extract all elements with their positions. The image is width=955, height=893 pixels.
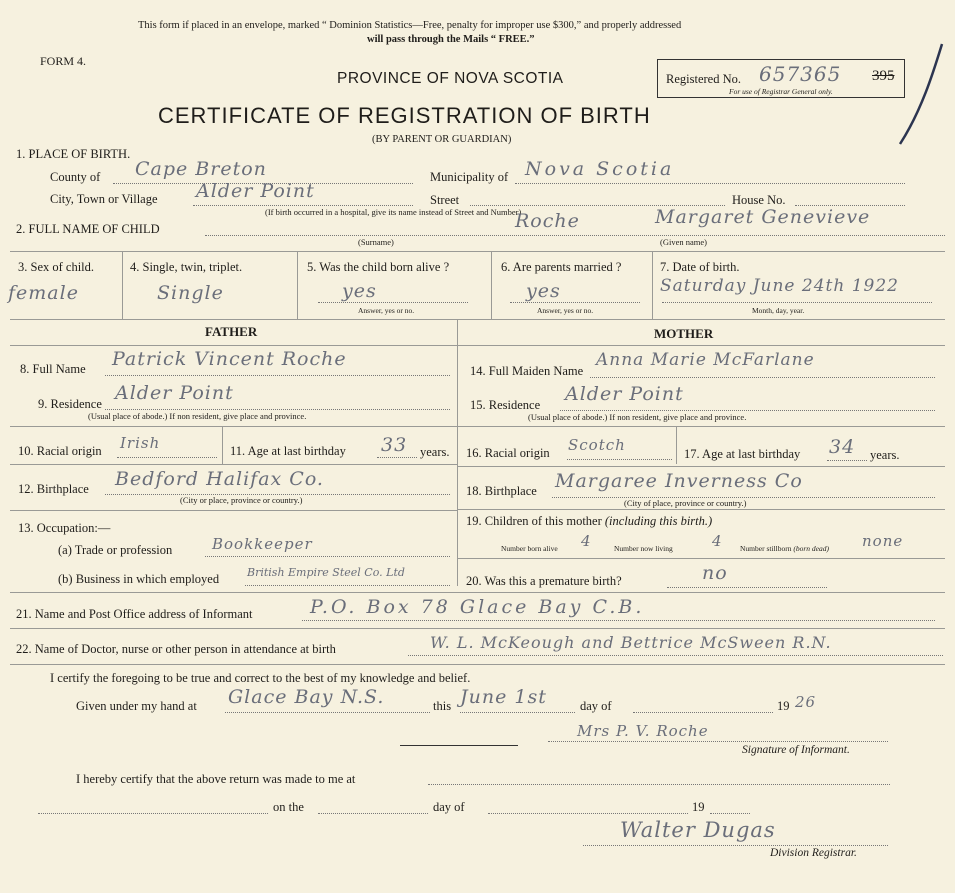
born-alive-value: yes bbox=[342, 280, 377, 302]
father-years-label: years. bbox=[420, 445, 450, 459]
row3-divider-1 bbox=[122, 251, 123, 319]
year-prefix: 19 bbox=[777, 699, 790, 713]
sex-label: 3. Sex of child. bbox=[18, 260, 95, 274]
province-heading: PROVINCE OF NOVA SCOTIA bbox=[337, 70, 564, 87]
stillborn-label-text: Number stillborn bbox=[740, 544, 794, 553]
father-heading: FATHER bbox=[205, 324, 258, 339]
registrar-place-line bbox=[428, 784, 890, 785]
column-divider bbox=[457, 319, 458, 586]
premature-value: no bbox=[702, 562, 728, 584]
father-birthplace-caption: (City or place, province or country.) bbox=[180, 495, 303, 505]
mother-residence-caption: (Usual place of abode.) If non resident, give place and province. bbox=[528, 412, 747, 422]
doctor-line bbox=[408, 655, 943, 656]
county-value: Cape Breton bbox=[135, 158, 267, 180]
given-place-line bbox=[225, 712, 430, 713]
mother-age-line bbox=[827, 460, 867, 461]
children-label-text: 19. Children of this mother bbox=[466, 514, 605, 528]
now-living-label: Number now living bbox=[614, 544, 673, 553]
born-alive-caption: Answer, yes or no. bbox=[358, 306, 415, 315]
born-alive-count-label: Number born alive bbox=[501, 544, 558, 553]
father-racial-line bbox=[117, 457, 217, 458]
single-value: Single bbox=[157, 282, 224, 304]
day-of-label: day of bbox=[580, 699, 612, 713]
mother-heading: MOTHER bbox=[654, 326, 714, 341]
informant-signature-caption: Signature of Informant. bbox=[742, 744, 850, 756]
section-rule-21 bbox=[10, 592, 945, 593]
city-line bbox=[193, 205, 413, 206]
informant-value: P.O. Box 78 Glace Bay C.B. bbox=[310, 596, 645, 618]
row3-bottom-rule bbox=[10, 319, 945, 320]
stillborn-note: (born dead) bbox=[793, 544, 829, 553]
now-living-value: 4 bbox=[712, 532, 723, 550]
mother-age-divider bbox=[676, 426, 677, 464]
mother-birthplace-label: 18. Birthplace bbox=[466, 484, 537, 498]
mail-notice-2: will pass through the Mails “ FREE.” bbox=[367, 34, 535, 45]
informant-signature: Mrs P. V. Roche bbox=[577, 722, 709, 740]
father-age-divider bbox=[222, 426, 223, 464]
this-label: this bbox=[433, 699, 452, 713]
father-birthplace-value: Bedford Halifax Co. bbox=[115, 468, 324, 490]
registrar-year-prefix: 19 bbox=[692, 800, 705, 814]
mother-name-label: 14. Full Maiden Name bbox=[470, 364, 584, 378]
pen-stroke-mark bbox=[890, 40, 950, 150]
mother-residence-line bbox=[560, 410, 935, 411]
father-heading-rule bbox=[10, 345, 457, 346]
parents-married-caption: Answer, yes or no. bbox=[537, 306, 594, 315]
mother-name-line bbox=[590, 377, 935, 378]
certificate-title: CERTIFICATE OF REGISTRATION OF BIRTH bbox=[158, 103, 651, 128]
given-under-label: Given under my hand at bbox=[76, 699, 197, 713]
father-residence-line bbox=[105, 409, 450, 410]
row3-divider-2 bbox=[297, 251, 298, 319]
given-place-value: Glace Bay N.S. bbox=[228, 686, 385, 708]
parents-married-value: yes bbox=[526, 280, 561, 302]
born-alive-line bbox=[318, 302, 468, 303]
father-rule-2 bbox=[10, 464, 457, 465]
father-age-label: 11. Age at last birthday bbox=[230, 444, 346, 458]
row3-divider-3 bbox=[491, 251, 492, 319]
child-given-value: Margaret Genevieve bbox=[655, 206, 871, 228]
mother-heading-rule bbox=[457, 345, 945, 346]
father-age-line bbox=[377, 457, 417, 458]
children-label-note: (including this birth.) bbox=[604, 514, 713, 528]
dob-line bbox=[662, 302, 932, 303]
certify-statement: I certify the foregoing to be true and correct to the best of my knowledge and belief. bbox=[50, 671, 471, 685]
doctor-value: W. L. McKeough and Bettrice McSween R.N. bbox=[430, 633, 832, 652]
business-line bbox=[245, 585, 450, 586]
registered-struck-number: 395 bbox=[872, 68, 895, 84]
born-alive-label: 5. Was the child born alive ? bbox=[307, 260, 450, 274]
father-name-label: 8. Full Name bbox=[20, 362, 86, 376]
mother-residence-label: 15. Residence bbox=[470, 398, 541, 412]
informant-signature-line bbox=[548, 741, 888, 742]
trade-label: (a) Trade or profession bbox=[58, 543, 173, 557]
dob-label: 7. Date of birth. bbox=[660, 260, 740, 274]
single-label: 4. Single, twin, triplet. bbox=[130, 260, 243, 274]
father-residence-value: Alder Point bbox=[115, 382, 234, 404]
mother-rule-3 bbox=[457, 509, 945, 510]
mother-age-label: 17. Age at last birthday bbox=[684, 447, 801, 461]
registrar-on-the-line bbox=[318, 813, 428, 814]
father-name-line bbox=[105, 375, 450, 376]
dob-value: Saturday June 24th 1922 bbox=[660, 276, 899, 296]
mail-notice: This form if placed in an envelope, marked “ Dominion Statistics—Free, penalty for improper use $300,” and properly addressed bbox=[138, 20, 682, 31]
mother-racial-label: 16. Racial origin bbox=[466, 446, 550, 460]
occupation-label: 13. Occupation:— bbox=[18, 521, 111, 535]
surname-caption: (Surname) bbox=[358, 237, 394, 247]
informant-line bbox=[302, 620, 935, 621]
registrar-statement: I hereby certify that the above return was made to me at bbox=[76, 772, 356, 786]
registrar-signature-line bbox=[583, 845, 888, 846]
premature-line bbox=[667, 587, 827, 588]
business-label: (b) Business in which employed bbox=[58, 572, 220, 586]
mother-rule-2 bbox=[457, 466, 945, 467]
section-rule-cert bbox=[10, 664, 945, 665]
mother-name-value: Anna Marie McFarlane bbox=[596, 350, 815, 370]
father-racial-label: 10. Racial origin bbox=[18, 444, 102, 458]
informant-label: 21. Name and Post Office address of Informant bbox=[16, 607, 253, 621]
house-label: House No. bbox=[732, 193, 786, 207]
municipality-line bbox=[515, 183, 905, 184]
registrar-on-the: on the bbox=[273, 800, 304, 814]
father-name-value: Patrick Vincent Roche bbox=[112, 348, 347, 370]
registrar-place-line-2 bbox=[38, 813, 268, 814]
registrar-note: For use of Registrar General only. bbox=[729, 87, 833, 96]
registered-number: 657365 bbox=[759, 62, 842, 86]
place-of-birth-heading: 1. PLACE OF BIRTH. bbox=[16, 147, 131, 161]
given-caption: (Given name) bbox=[660, 237, 707, 247]
mother-years-label: years. bbox=[870, 448, 900, 462]
year-value: 26 bbox=[795, 693, 817, 711]
given-date-value: June 1st bbox=[460, 686, 547, 708]
trade-value: Bookkeeper bbox=[212, 535, 313, 553]
mother-age-value: 34 bbox=[829, 436, 856, 458]
premature-label: 20. Was this a premature birth? bbox=[466, 574, 622, 588]
municipality-label: Municipality of bbox=[430, 170, 509, 184]
father-birthplace-label: 12. Birthplace bbox=[18, 482, 89, 496]
registered-label: Registered No. bbox=[666, 72, 741, 86]
mother-racial-line bbox=[567, 459, 672, 460]
mother-residence-value: Alder Point bbox=[565, 383, 684, 405]
dob-caption: Month, day, year. bbox=[752, 306, 805, 315]
mother-rule-1 bbox=[457, 426, 945, 427]
city-value: Alder Point bbox=[196, 180, 315, 202]
child-name-label: 2. FULL NAME OF CHILD bbox=[16, 222, 160, 236]
trade-line bbox=[205, 556, 450, 557]
registrar-year-line bbox=[710, 813, 750, 814]
given-date-line bbox=[460, 712, 575, 713]
municipality-value: Nova Scotia bbox=[525, 158, 675, 180]
row3-top-rule bbox=[10, 251, 945, 252]
born-alive-count-value: 4 bbox=[581, 532, 592, 550]
mother-rule-4 bbox=[457, 558, 945, 559]
day-of-line bbox=[633, 712, 773, 713]
father-age-value: 33 bbox=[381, 434, 408, 456]
father-residence-label: 9. Residence bbox=[38, 397, 102, 411]
registrar-signature: Walter Dugas bbox=[620, 818, 776, 842]
child-name-line bbox=[205, 235, 945, 236]
mother-racial-value: Scotch bbox=[568, 436, 626, 454]
mother-birthplace-caption: (City of place, province or country.) bbox=[624, 498, 747, 508]
certificate-subtitle: (BY PARENT OR GUARDIAN) bbox=[372, 134, 512, 145]
stillborn-value: none bbox=[862, 532, 904, 550]
registrar-caption: Division Registrar. bbox=[770, 847, 857, 859]
father-rule-3 bbox=[10, 510, 457, 511]
registrar-day-of: day of bbox=[433, 800, 465, 814]
hospital-note: (If birth occurred in a hospital, give its name instead of Street and Number) bbox=[265, 207, 522, 217]
city-label: City, Town or Village bbox=[50, 192, 158, 206]
father-residence-caption: (Usual place of abode.) If non resident, give place and province. bbox=[88, 411, 307, 421]
children-label bbox=[466, 514, 712, 529]
mother-birthplace-value: Margaree Inverness Co bbox=[555, 470, 803, 492]
sex-value: female bbox=[8, 282, 79, 304]
father-rule-1 bbox=[10, 426, 457, 427]
cert-separator bbox=[400, 745, 518, 746]
father-racial-value: Irish bbox=[120, 434, 161, 452]
child-surname-value: Roche bbox=[515, 210, 580, 232]
county-label: County of bbox=[50, 170, 101, 184]
form-number: FORM 4. bbox=[40, 54, 87, 68]
stillborn-label bbox=[740, 544, 829, 553]
doctor-label: 22. Name of Doctor, nurse or other person in attendance at birth bbox=[16, 642, 336, 656]
section-rule-22 bbox=[10, 628, 945, 629]
registrar-day-of-line bbox=[488, 813, 688, 814]
row3-divider-4 bbox=[652, 251, 653, 319]
parents-married-label: 6. Are parents married ? bbox=[501, 260, 622, 274]
parents-married-line bbox=[510, 302, 640, 303]
business-value: British Empire Steel Co. Ltd bbox=[247, 566, 405, 579]
street-label: Street bbox=[430, 193, 460, 207]
